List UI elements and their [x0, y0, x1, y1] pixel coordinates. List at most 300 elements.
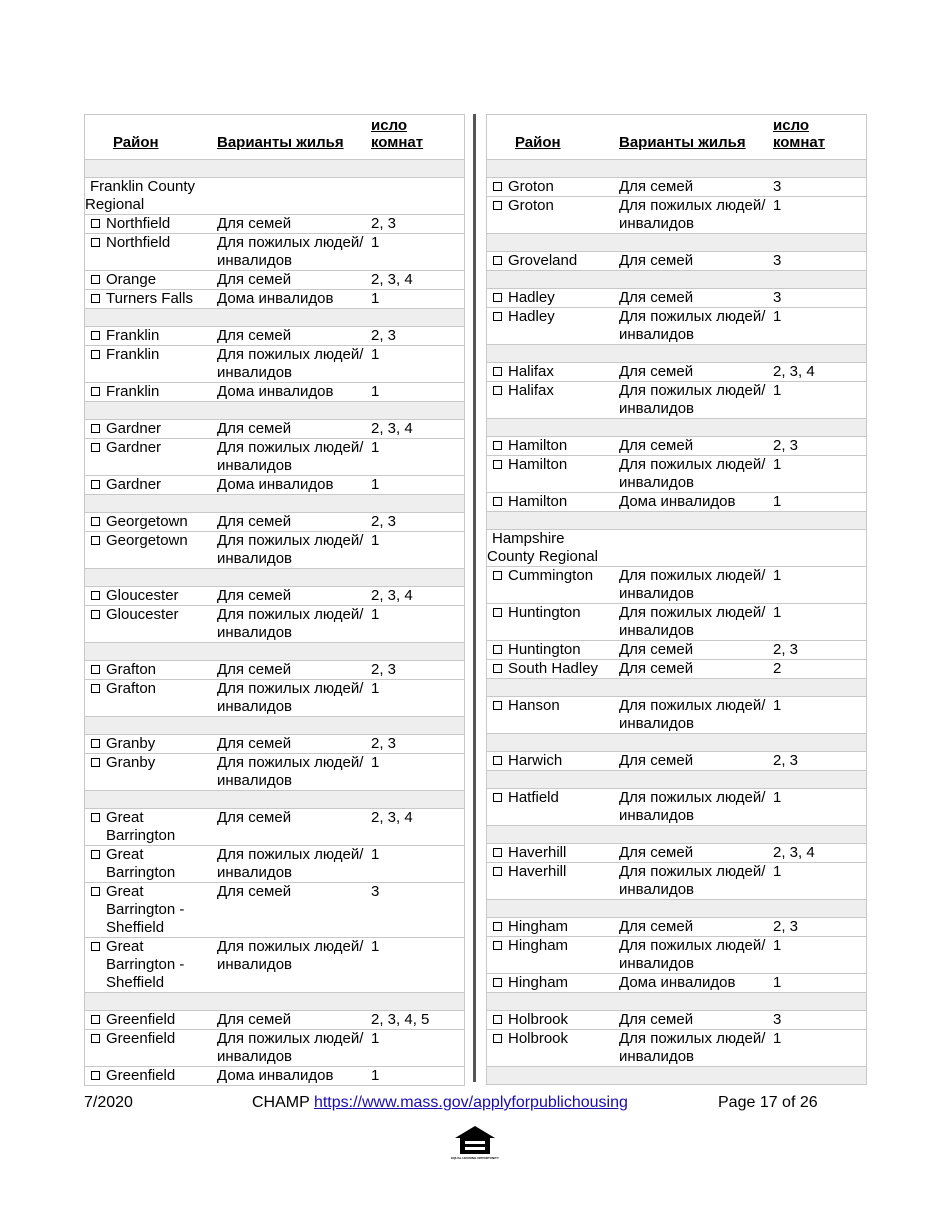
housing-option: Для пожилых людей/инвалидов — [215, 680, 369, 717]
table-spacer-row — [85, 791, 464, 809]
room-count: 1 — [771, 493, 866, 512]
spacer-cell — [85, 569, 464, 587]
room-count: 2, 3 — [369, 513, 464, 532]
checkbox[interactable] — [493, 793, 502, 802]
town-name: Great Barrington - Sheffield — [106, 883, 185, 936]
checkbox[interactable] — [493, 256, 502, 265]
room-count: 2, 3 — [369, 735, 464, 754]
spacer-cell — [487, 160, 866, 178]
table-row — [85, 809, 464, 846]
room-count: 2, 3 — [369, 661, 464, 680]
header-rooms-line2: комнат — [371, 134, 424, 151]
room-count: 1 — [771, 697, 866, 734]
housing-option: Для пожилых людей/инвалидов — [215, 938, 369, 993]
town-item — [91, 383, 213, 401]
town-cell — [85, 383, 215, 402]
town-name: Turners Falls — [106, 290, 193, 307]
equal-housing-opportunity-icon — [451, 1124, 499, 1166]
town-name: Orange — [106, 271, 157, 288]
room-count: 2, 3, 4 — [369, 271, 464, 290]
checkbox[interactable] — [493, 367, 502, 376]
housing-option: Для семей — [215, 1011, 369, 1030]
room-count: 1 — [369, 439, 464, 476]
table-spacer-row — [487, 1067, 866, 1085]
room-count: 3 — [771, 289, 866, 308]
housing-option: Для пожилых людей/инвалидов — [215, 234, 369, 271]
town-item — [493, 382, 615, 400]
housing-option: Для пожилых людей/инвалидов — [617, 567, 771, 604]
housing-option: Для пожилых людей/инвалидов — [617, 789, 771, 826]
town-item — [493, 1030, 615, 1048]
housing-option: Для семей — [215, 420, 369, 439]
town-name: Haverhill — [508, 844, 567, 861]
town-name: South Hadley — [508, 660, 599, 677]
town-cell — [85, 1067, 215, 1086]
table-spacer-row — [85, 160, 464, 178]
spacer-cell — [487, 234, 866, 252]
spacer-cell — [85, 717, 464, 735]
room-count: 3 — [771, 1011, 866, 1030]
town-cell — [85, 846, 215, 883]
room-count: 1 — [369, 1067, 464, 1086]
spacer-cell — [85, 309, 464, 327]
table-spacer-row — [487, 826, 866, 844]
table-spacer-row — [487, 900, 866, 918]
town-item — [91, 587, 213, 605]
housing-option: Для семей — [215, 327, 369, 346]
housing-option: Дома инвалидов — [215, 476, 369, 495]
table-row — [85, 1011, 464, 1030]
table-row — [85, 215, 464, 234]
region-row — [85, 178, 464, 215]
room-count: 3 — [771, 252, 866, 271]
table-row — [85, 476, 464, 495]
town-cell — [85, 735, 215, 754]
table-header-row — [487, 115, 866, 160]
checkbox[interactable] — [493, 867, 502, 876]
town-item — [91, 513, 213, 531]
empty-cell — [215, 178, 369, 215]
table-row — [487, 178, 866, 197]
town-cell — [487, 437, 617, 456]
town-item — [493, 604, 615, 622]
checkbox[interactable] — [493, 182, 502, 191]
town-item — [493, 437, 615, 455]
housing-table-right — [486, 114, 867, 1085]
footer-link[interactable]: https://www.mass.gov/applyforpublichousing — [313, 1094, 628, 1111]
room-count: 1 — [771, 789, 866, 826]
housing-option: Для семей — [215, 809, 369, 846]
town-item — [91, 271, 213, 289]
table-row — [487, 697, 866, 734]
town-name: Hingham — [508, 937, 569, 954]
town-name: Cummington — [508, 567, 594, 584]
town-cell — [85, 606, 215, 643]
table-row — [85, 587, 464, 606]
checkbox[interactable] — [91, 591, 100, 600]
table-row — [487, 567, 866, 604]
town-item — [91, 439, 213, 457]
town-item — [91, 1067, 213, 1085]
town-item — [91, 754, 213, 772]
table-row — [487, 974, 866, 993]
town-item — [493, 493, 615, 511]
town-name: Northfield — [106, 215, 171, 232]
checkbox[interactable] — [91, 443, 100, 452]
table-row — [487, 641, 866, 660]
checkbox[interactable] — [493, 201, 502, 210]
town-item — [493, 789, 615, 807]
housing-option: Для семей — [215, 661, 369, 680]
checkbox[interactable] — [91, 758, 100, 767]
town-cell — [85, 883, 215, 938]
housing-option: Для пожилых людей/инвалидов — [215, 439, 369, 476]
checkbox[interactable] — [493, 441, 502, 450]
town-cell — [487, 197, 617, 234]
town-item — [91, 234, 213, 252]
spacer-cell — [487, 512, 866, 530]
room-count: 1 — [369, 290, 464, 309]
town-cell — [85, 290, 215, 309]
spacer-cell — [85, 791, 464, 809]
checkbox[interactable] — [91, 739, 100, 748]
empty-cell — [617, 530, 771, 567]
housing-option: Для семей — [215, 513, 369, 532]
town-cell — [85, 439, 215, 476]
checkbox[interactable] — [493, 978, 502, 987]
checkbox[interactable] — [91, 850, 100, 859]
checkbox[interactable] — [91, 1071, 100, 1080]
spacer-cell — [85, 993, 464, 1011]
room-count: 2, 3 — [771, 641, 866, 660]
town-cell — [85, 809, 215, 846]
room-count: 2, 3 — [771, 918, 866, 937]
checkbox[interactable] — [493, 460, 502, 469]
town-name: Hamilton — [508, 437, 568, 454]
room-count: 1 — [771, 308, 866, 345]
region-row — [487, 530, 866, 567]
table-spacer-row — [487, 679, 866, 697]
checkbox[interactable] — [91, 387, 100, 396]
housing-option: Для семей — [617, 178, 771, 197]
room-count: 2 — [771, 660, 866, 679]
town-item — [91, 809, 213, 845]
room-count: 1 — [771, 382, 866, 419]
housing-option: Дома инвалидов — [215, 383, 369, 402]
town-cell — [85, 680, 215, 717]
housing-option: Для семей — [617, 918, 771, 937]
town-cell — [85, 938, 215, 993]
checkbox[interactable] — [493, 941, 502, 950]
town-name: Gloucester — [106, 606, 179, 623]
checkbox[interactable] — [91, 684, 100, 693]
header-rooms — [369, 115, 464, 160]
town-name: Hadley — [508, 308, 555, 325]
room-count: 1 — [771, 863, 866, 900]
table-spacer-row — [487, 993, 866, 1011]
region-name-line1: Hampshire — [492, 530, 565, 547]
town-name: Northfield — [106, 234, 171, 251]
town-cell — [487, 456, 617, 493]
table-row — [85, 290, 464, 309]
region-cell — [85, 178, 215, 215]
town-item — [91, 680, 213, 698]
checkbox[interactable] — [493, 386, 502, 395]
checkbox[interactable] — [91, 350, 100, 359]
room-count: 1 — [369, 532, 464, 569]
table-row — [487, 844, 866, 863]
town-name: Hadley — [508, 289, 555, 306]
table-row — [85, 661, 464, 680]
checkbox[interactable] — [493, 608, 502, 617]
housing-option: Для пожилых людей/инвалидов — [215, 1030, 369, 1067]
empty-cell — [771, 530, 866, 567]
table-row — [85, 327, 464, 346]
checkbox[interactable] — [91, 813, 100, 822]
town-item — [493, 918, 615, 936]
footer-date: 7/2020 — [84, 1094, 133, 1111]
table-row — [85, 754, 464, 791]
room-count: 1 — [771, 567, 866, 604]
spacer-cell — [487, 734, 866, 752]
room-count: 1 — [369, 846, 464, 883]
header-rooms-line1: исло — [371, 117, 408, 134]
housing-option: Для пожилых людей/инвалидов — [617, 863, 771, 900]
header-housing-options: Варианты жилья — [617, 115, 771, 160]
room-count: 1 — [369, 680, 464, 717]
town-cell — [85, 587, 215, 606]
housing-option: Для семей — [617, 252, 771, 271]
checkbox[interactable] — [91, 1034, 100, 1043]
town-cell — [487, 789, 617, 826]
town-cell — [487, 937, 617, 974]
town-name: Great Barrington — [106, 846, 176, 881]
header-rooms-line1: исло — [773, 117, 810, 134]
room-count: 2, 3 — [771, 437, 866, 456]
table-row — [85, 883, 464, 938]
table-row — [487, 382, 866, 419]
town-cell — [487, 382, 617, 419]
town-cell — [487, 918, 617, 937]
checkbox[interactable] — [91, 480, 100, 489]
header-district: Район — [487, 115, 617, 160]
checkbox[interactable] — [493, 756, 502, 765]
room-count: 1 — [771, 1030, 866, 1067]
footer-page-number: Page 17 of 26 — [718, 1094, 818, 1111]
spacer-cell — [487, 419, 866, 437]
table-spacer-row — [85, 402, 464, 420]
housing-option: Дома инвалидов — [617, 493, 771, 512]
town-name: Gardner — [106, 476, 162, 493]
room-count: 3 — [771, 178, 866, 197]
table-row — [487, 437, 866, 456]
town-name: Grafton — [106, 680, 157, 697]
town-cell — [85, 420, 215, 439]
checkbox[interactable] — [493, 645, 502, 654]
table-spacer-row — [487, 734, 866, 752]
table-row — [487, 197, 866, 234]
housing-option: Для пожилых людей/инвалидов — [215, 346, 369, 383]
table-row — [487, 363, 866, 382]
table-spacer-row — [487, 419, 866, 437]
table-row — [487, 789, 866, 826]
town-item — [91, 420, 213, 438]
housing-option: Для пожилых людей/инвалидов — [617, 937, 771, 974]
room-count: 1 — [369, 606, 464, 643]
table-row — [85, 680, 464, 717]
housing-option: Для пожилых людей/инвалидов — [617, 604, 771, 641]
town-item — [91, 661, 213, 679]
town-item — [91, 1030, 213, 1048]
housing-option: Дома инвалидов — [215, 1067, 369, 1086]
town-item — [91, 735, 213, 753]
spacer-cell — [487, 271, 866, 289]
housing-option: Дома инвалидов — [617, 974, 771, 993]
table-row — [85, 439, 464, 476]
spacer-cell — [85, 402, 464, 420]
town-item — [493, 289, 615, 307]
housing-option: Для пожилых людей/инвалидов — [617, 697, 771, 734]
town-item — [493, 863, 615, 881]
header-rooms-line2: комнат — [773, 134, 826, 151]
town-item — [91, 290, 213, 308]
table-spacer-row — [85, 717, 464, 735]
checkbox[interactable] — [493, 1034, 502, 1043]
town-item — [493, 252, 615, 270]
table-row — [487, 252, 866, 271]
housing-option: Для семей — [617, 660, 771, 679]
town-item — [91, 215, 213, 233]
checkbox[interactable] — [91, 610, 100, 619]
checkbox[interactable] — [91, 238, 100, 247]
table-header-row — [85, 115, 464, 160]
checkbox[interactable] — [493, 922, 502, 931]
town-name: Hamilton — [508, 456, 568, 473]
town-cell — [85, 271, 215, 290]
checkbox[interactable] — [91, 275, 100, 284]
checkbox[interactable] — [91, 219, 100, 228]
table-row — [85, 420, 464, 439]
town-cell — [85, 754, 215, 791]
town-cell — [85, 1030, 215, 1067]
town-item — [493, 197, 615, 215]
table-spacer-row — [85, 993, 464, 1011]
checkbox[interactable] — [91, 536, 100, 545]
housing-option: Для семей — [617, 844, 771, 863]
table-row — [487, 493, 866, 512]
town-cell — [487, 363, 617, 382]
town-item — [493, 363, 615, 381]
room-count: 2, 3, 4 — [369, 587, 464, 606]
town-item — [493, 660, 615, 678]
table-spacer-row — [85, 495, 464, 513]
table-spacer-row — [487, 234, 866, 252]
table-row — [487, 918, 866, 937]
spacer-cell — [487, 1067, 866, 1085]
housing-option: Для семей — [215, 271, 369, 290]
header-district: Район — [85, 115, 215, 160]
table-row — [85, 383, 464, 402]
town-cell — [487, 844, 617, 863]
checkbox[interactable] — [91, 517, 100, 526]
checkbox[interactable] — [493, 497, 502, 506]
table-spacer-row — [487, 160, 866, 178]
table-row — [487, 937, 866, 974]
checkbox[interactable] — [493, 701, 502, 710]
checkbox[interactable] — [91, 1015, 100, 1024]
town-cell — [487, 308, 617, 345]
housing-option: Для семей — [617, 1011, 771, 1030]
table-row — [85, 271, 464, 290]
town-item — [91, 938, 213, 992]
table-row — [85, 1067, 464, 1086]
checkbox[interactable] — [493, 293, 502, 302]
town-cell — [487, 1011, 617, 1030]
checkbox[interactable] — [493, 1015, 502, 1024]
checkbox[interactable] — [91, 942, 100, 951]
checkbox[interactable] — [493, 664, 502, 673]
town-name: Hamilton — [508, 493, 568, 510]
spacer-cell — [487, 345, 866, 363]
checkbox[interactable] — [493, 571, 502, 580]
housing-option: Для семей — [215, 735, 369, 754]
room-count: 2, 3 — [369, 327, 464, 346]
table-row — [487, 456, 866, 493]
checkbox[interactable] — [91, 331, 100, 340]
room-count: 2, 3, 4 — [369, 420, 464, 439]
town-name: Franklin — [106, 383, 160, 400]
town-name: Granby — [106, 754, 156, 771]
town-item — [493, 937, 615, 955]
region-name-line1: Franklin County — [90, 178, 196, 195]
room-count: 2, 3, 4 — [369, 809, 464, 846]
room-count: 3 — [369, 883, 464, 938]
room-count: 1 — [369, 234, 464, 271]
checkbox[interactable] — [493, 312, 502, 321]
page-footer — [84, 1094, 864, 1114]
town-item — [91, 846, 213, 882]
town-name: Great Barrington - Sheffield — [106, 938, 185, 991]
checkbox[interactable] — [91, 294, 100, 303]
room-count: 2, 3 — [369, 215, 464, 234]
housing-option: Для семей — [617, 289, 771, 308]
town-name: Great Barrington — [106, 809, 176, 844]
footer-program-name: CHAMP — [252, 1094, 310, 1111]
checkbox[interactable] — [493, 848, 502, 857]
town-cell — [85, 661, 215, 680]
town-name: Grafton — [106, 661, 157, 678]
checkbox[interactable] — [91, 887, 100, 896]
town-item — [91, 606, 213, 624]
table-row — [85, 846, 464, 883]
table-spacer-row — [487, 345, 866, 363]
town-item — [91, 327, 213, 345]
room-count: 1 — [369, 938, 464, 993]
housing-option: Для семей — [215, 215, 369, 234]
town-item — [493, 1011, 615, 1029]
table-row — [85, 234, 464, 271]
town-name: Gloucester — [106, 587, 179, 604]
footer-program — [252, 1094, 628, 1112]
table-row — [85, 513, 464, 532]
housing-option: Для пожилых людей/инвалидов — [215, 754, 369, 791]
town-item — [493, 844, 615, 862]
spacer-cell — [487, 993, 866, 1011]
checkbox[interactable] — [91, 424, 100, 433]
checkbox[interactable] — [91, 665, 100, 674]
town-item — [91, 883, 213, 937]
table-row — [487, 863, 866, 900]
